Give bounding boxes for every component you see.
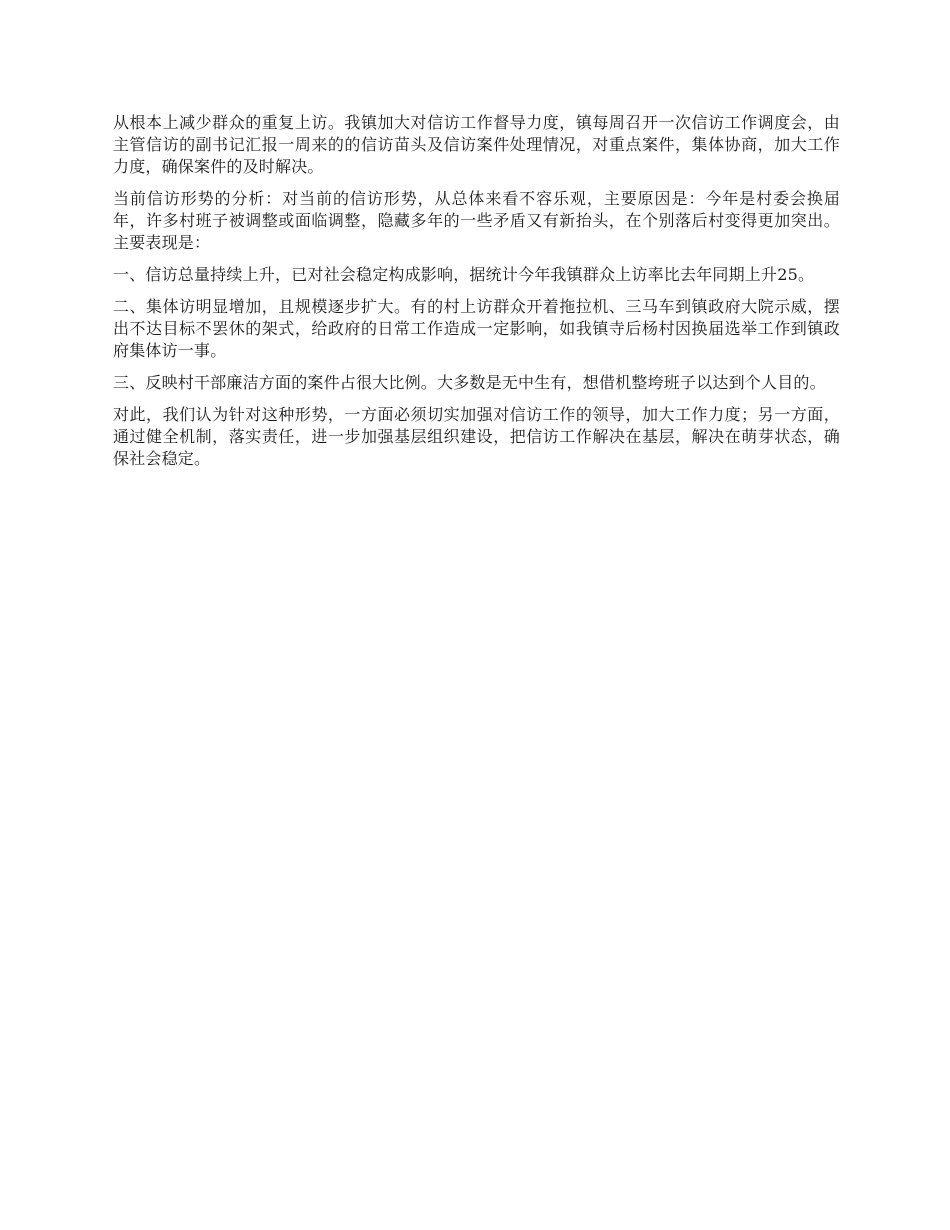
paragraph-2: 当前信访形势的分析：对当前的信访形势，从总体来看不容乐观，主要原因是：今年是村委会换届年，许多村班子被调整或面临调整，隐藏多年的一些矛盾又有新抬头，在个别落后村变得更加突出。主要表现是： bbox=[113, 189, 840, 252]
paragraph-1: 从根本上减少群众的重复上访。我镇加大对信访工作督导力度，镇每周召开一次信访工作调度会，由主管信访的副书记汇报一周来的的信访苗头及信访案件处理情况，对重点案件，集体协商，加大工作力度，确保案件的及时解决。 bbox=[113, 113, 840, 176]
paragraph-6: 对此，我们认为针对这种形势，一方面必须切实加强对信访工作的领导，加大工作力度；另一方面，通过健全机制，落实责任，进一步加强基层组织建设，把信访工作解决在基层，解决在萌芽状态，确保社会稳定。 bbox=[113, 405, 840, 468]
document-body bbox=[113, 112, 840, 480]
paragraph-5: 三、反映村干部廉洁方面的案件占很大比例。大多数是无中生有，想借机整垮班子以达到个人目的。 bbox=[113, 373, 826, 392]
paragraph-4: 二、集体访明显增加，且规模逐步扩大。有的村上访群众开着拖拉机、三马车到镇政府大院示威，摆出不达目标不罢休的架式，给政府的日常工作造成一定影响，如我镇寺后杨村因换届选举工作到镇政府集体访一事。 bbox=[113, 297, 840, 360]
paragraph-3: 一、信访总量持续上升，已对社会稳定构成影响，据统计今年我镇群众上访率比去年同期上升25。 bbox=[113, 265, 815, 284]
